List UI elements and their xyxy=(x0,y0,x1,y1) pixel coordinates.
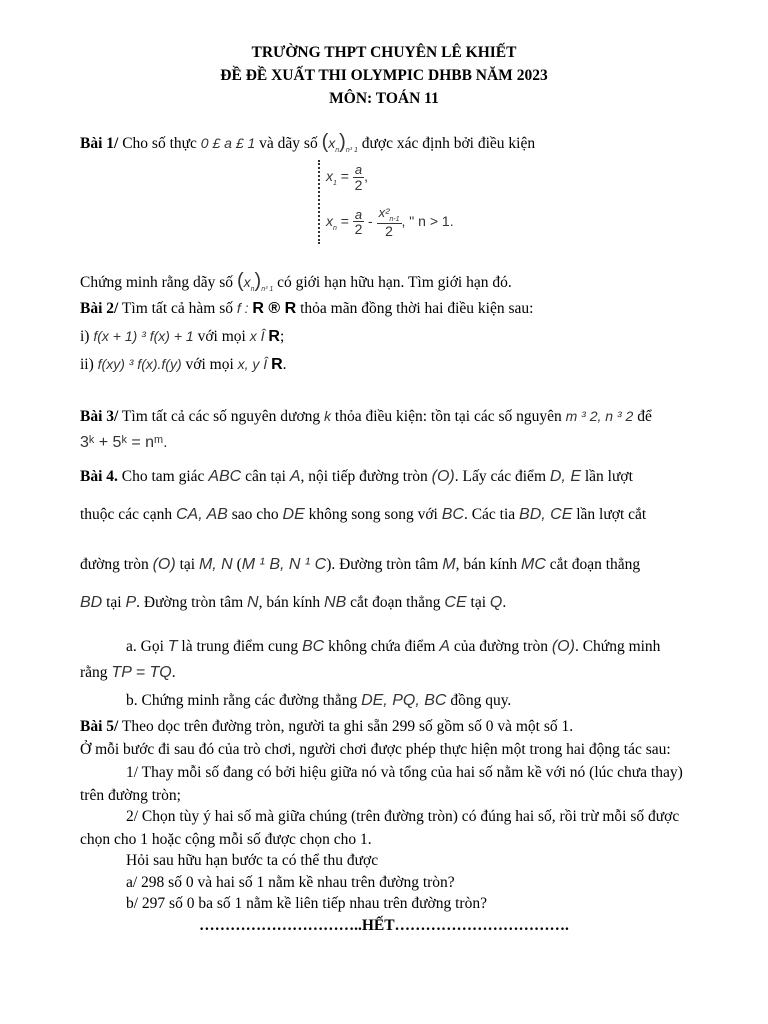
bai1-seq-range: n³ 1 xyxy=(345,147,358,154)
xn-fraction2 xyxy=(377,206,402,239)
bai3-label: Bài 3/ xyxy=(80,408,119,425)
bai1-conclusion xyxy=(80,270,512,293)
frac-num-sub: n-1 xyxy=(389,216,400,223)
minus-sign: - xyxy=(364,213,377,230)
bai5-label: Bài 5/ xyxy=(80,718,119,735)
bai1-label: Bài 1/ xyxy=(80,135,119,152)
bai4-text: không song song với xyxy=(304,506,442,523)
bai1-seq: x xyxy=(328,135,336,151)
bai4-text: không chứa điểm xyxy=(324,638,440,655)
m-N: N xyxy=(247,594,259,611)
bai4-text: cân tại xyxy=(241,468,290,485)
bai4-text: . Các tia xyxy=(463,506,520,523)
eq-sign: = xyxy=(336,168,353,185)
bai2-condition-i xyxy=(80,328,284,346)
bai5-line8: a/ 298 số 0 và hai số 1 nằm kề nhau trên đường tròn? xyxy=(126,874,455,891)
m-O: (O) xyxy=(431,468,455,485)
m-DE: DE xyxy=(282,506,305,523)
bai2-label: Bài 2/ xyxy=(80,300,119,317)
bai2-R: R xyxy=(284,300,297,317)
bai4-text: của đường tròn xyxy=(450,638,552,655)
bai2-condition-ii xyxy=(80,356,287,374)
frac-den: 2 xyxy=(385,223,393,240)
bai5-line5: 2/ Chọn tùy ý hai số mà giữa chúng (trên đường tròn) có đúng hai số, rồi trừ mỗi số được xyxy=(126,808,680,825)
bai1-text: Cho số thực xyxy=(118,135,201,152)
frac-den: 2 xyxy=(354,176,363,193)
bai5-text: Theo dọc trên đường tròn, người ta ghi sẵn 299 số gồm số 0 và một số 1. xyxy=(118,718,574,735)
bai2-R: R xyxy=(252,300,264,317)
frac-num-main: x² xyxy=(378,205,390,220)
paren-open: ( xyxy=(236,270,244,292)
bai3-eq: 3ᵏ + 5ᵏ = nᵐ. xyxy=(80,434,168,451)
cond-end: ; xyxy=(279,328,285,345)
bai5-line4: trên đường tròn; xyxy=(80,787,181,804)
cond-text: với mọi xyxy=(181,356,238,373)
cond-R: R xyxy=(271,356,283,373)
frac-den: 2 xyxy=(354,221,363,238)
bai4-line4 xyxy=(80,594,506,612)
bai4-text: ). Đường tròn tâm xyxy=(326,556,443,573)
bai3-text: để xyxy=(633,408,652,425)
frac-num xyxy=(377,206,402,224)
school-name: TRƯỜNG THPT CHUYÊN LÊ KHIẾT xyxy=(251,44,517,61)
eq-sign: = xyxy=(336,213,353,230)
bai4-text: thuộc các cạnh xyxy=(80,506,176,523)
bai4-text: cắt đoạn thẳng xyxy=(346,594,445,611)
x1-tail: , xyxy=(364,168,368,185)
end-marker: …………………………..HẾT……………………………. xyxy=(199,917,569,934)
cond-label: ii) xyxy=(80,356,98,373)
bai4-text: , nội tiếp đường tròn xyxy=(300,468,432,485)
bai4-text: cắt đoạn thẳng xyxy=(545,556,641,573)
bai1-seq-sub: n xyxy=(250,286,255,293)
bai4-text: lần lượt cắt xyxy=(572,506,647,523)
bai3-mn: m ³ 2, n ³ 2 xyxy=(565,408,634,424)
bai4-line3 xyxy=(80,556,640,574)
bai4-text: . Chứng minh xyxy=(574,638,661,655)
m-CE: CE xyxy=(444,594,467,611)
m-P: P xyxy=(125,594,137,611)
bai4-text: b. Chứng minh rằng các đường thẳng xyxy=(126,692,362,709)
m-Q: Q xyxy=(489,594,503,611)
m-BD: BD xyxy=(80,594,103,611)
bai5-line1 xyxy=(80,718,573,736)
bai1-condition: 0 £ a £ 1 xyxy=(200,135,256,151)
m-CAAB: CA, AB xyxy=(175,506,228,523)
bai1-seq-sub: n xyxy=(335,147,340,154)
bai4-line1 xyxy=(80,468,633,486)
bai5-line9: b/ 297 số 0 ba số 1 nằm kề liên tiếp nhau trên đường tròn? xyxy=(126,895,487,912)
bai4-text: . Lấy các điểm xyxy=(454,468,550,485)
bai4-part-b xyxy=(126,692,511,710)
bai1-text: Chứng minh rằng dãy số xyxy=(80,274,237,291)
bai1-seq: x xyxy=(243,274,251,290)
bai4-text: a. Gọi xyxy=(126,638,168,655)
m-MB: M ¹ B, N ¹ C xyxy=(241,556,327,573)
cond-text: với mọi xyxy=(193,328,250,345)
frac-num: a xyxy=(354,162,363,177)
m-BC: BC xyxy=(301,638,325,655)
bai4-text: đồng quy. xyxy=(446,692,512,709)
bai4-text: . xyxy=(171,664,176,681)
bai4-text: rằng xyxy=(80,664,112,681)
bai4-text: Cho tam giác xyxy=(117,468,209,485)
bai2-text: thỏa mãn đồng thời hai điều kiện sau: xyxy=(296,300,534,317)
bai4-part-a-line2 xyxy=(80,664,176,682)
m-M: M xyxy=(442,556,456,573)
bai3-k: k xyxy=(324,408,332,424)
bai3-text: Tìm tất cả các số nguyên dương xyxy=(118,408,325,425)
cond-var: x Î xyxy=(249,328,269,344)
system-brace xyxy=(318,160,322,244)
paren-close: ) xyxy=(339,131,346,153)
m-A: A xyxy=(439,638,451,655)
xn-lhs: x xyxy=(326,213,333,230)
m-T: T xyxy=(167,638,178,655)
bai1-line1 xyxy=(80,131,535,154)
bai2-text: Tìm tất cả hàm số xyxy=(118,300,237,317)
bai4-text: , bán kính xyxy=(455,556,522,573)
cond-end: . xyxy=(282,356,287,373)
cond-R: R xyxy=(268,328,280,345)
bai4-label: Bài 4. xyxy=(80,468,118,485)
m-MC: MC xyxy=(521,556,546,573)
cond-math: f(xy) ³ f(x).f(y) xyxy=(97,356,182,372)
bai4-part-a-line1 xyxy=(126,638,660,656)
cond-label: i) xyxy=(80,328,94,345)
bai5-line2: Ở mỗi bước đi sau đó của trò chơi, người chơi được phép thực hiện một trong hai động tác sau: xyxy=(80,741,671,758)
xn-fraction1 xyxy=(353,208,364,237)
cond-var: x, y Î xyxy=(237,356,272,372)
x1-sub: 1 xyxy=(333,180,337,188)
x1-fraction xyxy=(353,163,364,192)
bai4-text: lần lượt xyxy=(581,468,633,485)
m-A: A xyxy=(289,468,301,485)
bai4-text: là trung điểm cung xyxy=(177,638,302,655)
bai2-f: f : xyxy=(236,300,249,316)
m-lines: DE, PQ, BC xyxy=(361,692,447,709)
xn-sub: n xyxy=(333,225,337,233)
subject-title: MÔN: TOÁN 11 xyxy=(329,90,439,107)
x1-lhs: x xyxy=(326,168,333,185)
bai4-text: ( xyxy=(232,556,242,573)
bai3-text: thỏa điều kiện: tồn tại các số nguyên xyxy=(331,408,566,425)
bai4-text: , bán kính xyxy=(258,594,325,611)
bai4-text: . xyxy=(502,594,507,611)
bai5-line3: 1/ Thay mỗi số đang có bởi hiệu giữa nó và tổng của hai số nằm kề với nó (lúc chưa thay) xyxy=(126,764,683,781)
bai1-text: được xác định bởi điều kiện xyxy=(357,135,536,152)
bai4-text: tại xyxy=(466,594,490,611)
m-NB: NB xyxy=(324,594,347,611)
bai1-x1-equation xyxy=(326,163,368,192)
bai4-text: . Đường tròn tâm xyxy=(136,594,248,611)
frac-num: a xyxy=(354,206,363,222)
paren-close: ) xyxy=(254,270,262,292)
bai4-text: tại xyxy=(175,556,199,573)
bai1-text: và dãy số xyxy=(255,135,322,152)
bai1-text: có giới hạn hữu hạn. Tìm giới hạn đó. xyxy=(273,274,512,291)
m-O: (O) xyxy=(551,638,575,655)
m-BC: BC xyxy=(441,506,464,523)
bai1-xn-equation xyxy=(326,206,454,239)
m-O: (O) xyxy=(152,556,176,573)
m-DE: D, E xyxy=(549,468,581,485)
bai4-text: đường tròn xyxy=(80,556,153,573)
m-ABC: ABC xyxy=(208,468,242,485)
xn-tail: , " n > 1. xyxy=(401,213,454,230)
bai5-line7: Hỏi sau hữu hạn bước ta có thể thu được xyxy=(126,852,379,869)
bai1-seq-range: n³ 1 xyxy=(261,286,274,293)
m-TPTQ: TP = TQ xyxy=(111,664,172,681)
bai2-arrow: ® xyxy=(263,300,285,317)
bai2-line1 xyxy=(80,300,533,318)
cond-math: f(x + 1) ³ f(x) + 1 xyxy=(93,328,194,344)
bai4-line2 xyxy=(80,506,646,524)
bai4-text: sao cho xyxy=(227,506,283,523)
paren-open: ( xyxy=(321,131,329,153)
bai4-text: tại xyxy=(102,594,126,611)
bai3-line1 xyxy=(80,408,652,426)
bai3-equation xyxy=(80,434,168,452)
m-MN: M, N xyxy=(198,556,233,573)
m-BDCE: BD, CE xyxy=(519,506,573,523)
exam-title: ĐỀ ĐỀ XUẤT THI OLYMPIC DHBB NĂM 2023 xyxy=(220,67,548,84)
bai5-line6: chọn cho 1 hoặc cộng mỗi số được chọn cho 1. xyxy=(80,831,372,848)
